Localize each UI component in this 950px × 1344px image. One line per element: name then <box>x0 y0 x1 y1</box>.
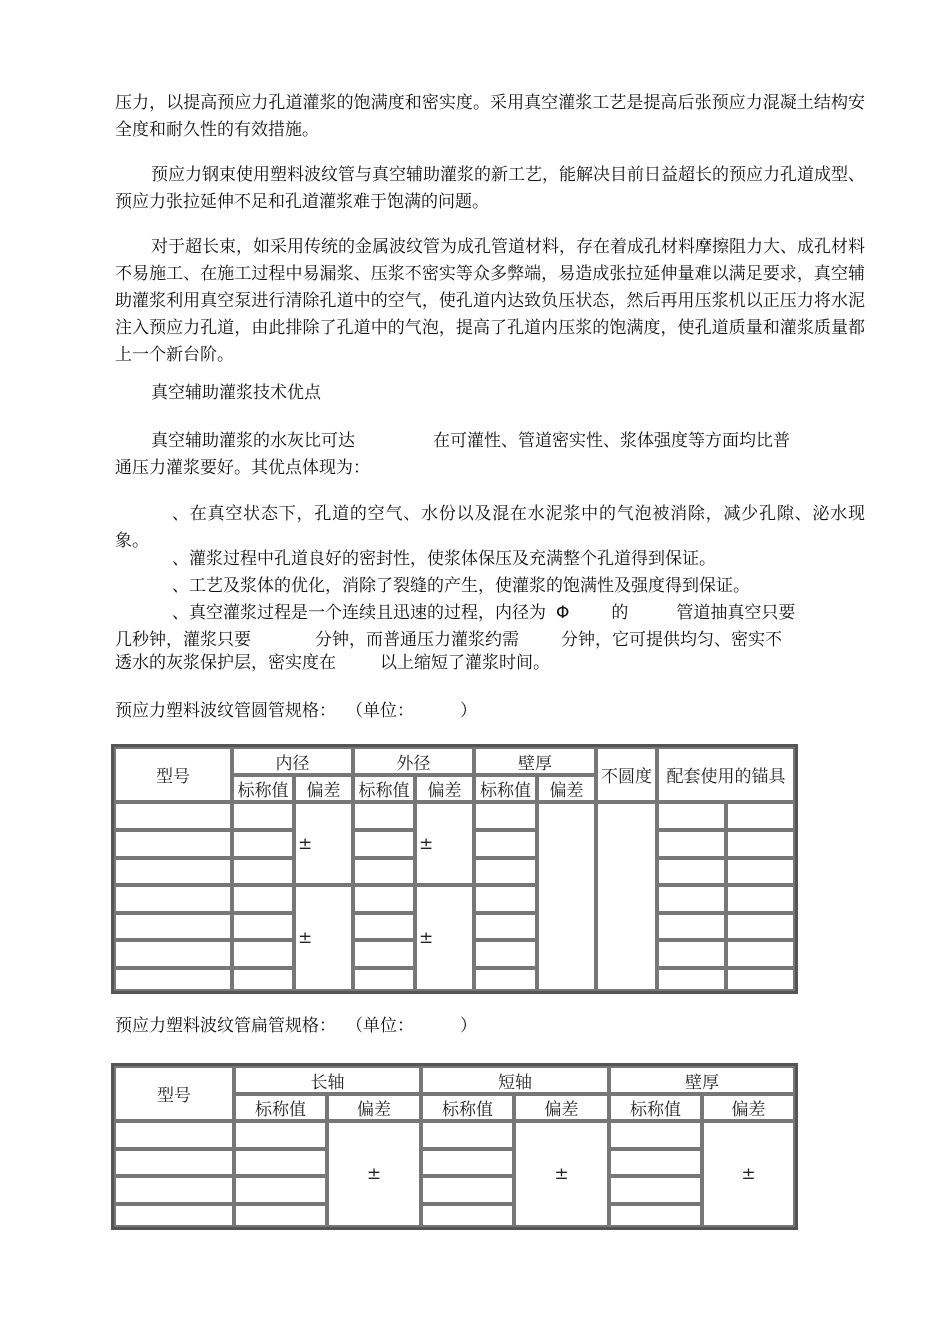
header-nominal: 标称值 <box>474 775 537 802</box>
item-4-text-b: 的 <box>611 603 629 623</box>
table-cell <box>234 1204 327 1227</box>
long-axis-deviation-merged: ± <box>327 1121 421 1227</box>
table-cell <box>353 885 415 913</box>
header-model: 型号 <box>114 747 232 802</box>
advantage-item-4-line-3 <box>115 650 550 677</box>
paragraph-3: 对于超长束，如采用传统的金属波纹管为成孔管道材料，存在着成孔材料摩擦阻力大、成孔材料不易施工、在施工过程中易漏浆、压浆不密实等众多弊端，易造成张拉延伸量难以满足要求，真空辅助灌浆利用真空泵进行清除孔道中的空气，使孔道内达致负压状态，然后再用压浆机以正压力将水泥注入预应力孔道，由此排除了孔道中的气泡，提高了孔道内压浆的饱满度，使孔道质量和灌浆质量都上一个新台阶。 <box>115 237 865 365</box>
table-cell <box>114 940 232 968</box>
table-cell <box>114 1149 234 1176</box>
table-cell <box>657 940 726 968</box>
inner-deviation-merged-1: ± <box>294 802 353 885</box>
table-cell <box>474 940 537 968</box>
table-cell <box>421 1121 514 1149</box>
round-tube-spec-table <box>111 744 798 994</box>
table-cell <box>657 968 726 991</box>
paragraph-2: 预应力钢束使用塑料波纹管与真空辅助灌浆的新工艺，能解决目前日益超长的预应力孔道成型、预应力张拉延伸不足和孔道灌浆难于饱满的问题。 <box>115 165 865 212</box>
header-nominal: 标称值 <box>609 1094 702 1121</box>
table-cell <box>353 802 415 830</box>
table-cell <box>726 913 795 940</box>
table-cell <box>726 858 795 885</box>
table-cell <box>726 802 795 830</box>
header-model: 型号 <box>114 1066 234 1121</box>
table-cell <box>474 913 537 940</box>
table-cell <box>421 1204 514 1227</box>
header-deviation: 偏差 <box>537 775 596 802</box>
table-cell <box>474 968 537 991</box>
table-cell <box>657 830 726 858</box>
table-cell <box>114 1121 234 1149</box>
table-cell <box>726 968 795 991</box>
table-cell <box>232 830 294 858</box>
table-cell <box>474 858 537 885</box>
table-cell <box>114 858 232 885</box>
advantage-item-1: 、在真空状态下，孔道的空气、水份以及混在水泥浆中的气泡被消除，减少孔隙、泌水现象。 <box>115 504 865 551</box>
header-deviation: 偏差 <box>514 1094 609 1121</box>
table-cell <box>114 802 232 830</box>
table-cell <box>353 830 415 858</box>
flat-tube-caption-text: 预应力塑料波纹管扁管规格： <box>115 1016 336 1036</box>
header-deviation: 偏差 <box>327 1094 421 1121</box>
table-cell <box>234 1149 327 1176</box>
table-cell <box>726 830 795 858</box>
table-cell <box>114 968 232 991</box>
item-4-text-a: 、真空灌浆过程是一个连续且迅速的过程，内径为 <box>172 603 546 623</box>
item-4-text-e: 分钟，而普通压力灌浆约需 <box>315 630 519 650</box>
table-cell <box>657 885 726 913</box>
table-cell <box>353 968 415 991</box>
table-cell <box>114 1204 234 1227</box>
table-cell <box>234 1121 327 1149</box>
header-deviation: 偏差 <box>294 775 353 802</box>
outer-deviation-merged-1: ± <box>415 802 474 885</box>
outer-deviation-merged-2: ± <box>415 885 474 991</box>
advantage-text: 在可灌性、管道密实性、浆体强度等方面均比普 <box>433 431 790 451</box>
header-anchorage: 配套使用的锚具 <box>657 747 795 802</box>
phi-symbol: Φ <box>556 603 570 623</box>
item-4-text-c: 管道抽真空只要 <box>676 603 796 623</box>
header-wall-thickness: 壁厚 <box>609 1066 795 1094</box>
round-tube-caption-text: 预应力塑料波纹管圆管规格： <box>115 701 336 721</box>
header-deviation: 偏差 <box>415 775 474 802</box>
table-cell <box>114 1176 234 1204</box>
ratio-text: 真空辅助灌浆的水灰比可达 <box>151 431 355 451</box>
header-inner-diameter: 内径 <box>232 747 353 775</box>
flat-tube-spec-table <box>111 1063 798 1230</box>
item-4-text-d: 几秒钟，灌浆只要 <box>115 630 251 650</box>
round-tube-caption <box>115 698 477 725</box>
roundness-merged <box>596 802 657 991</box>
paragraph-1: 压力，以提高预应力孔道灌浆的饱满度和密实度。采用真空灌浆工艺是提高后张预应力混凝土结构安全度和耐久性的有效措施。 <box>115 93 865 140</box>
table-cell <box>609 1121 702 1149</box>
item-4-text-g: 透水的灰浆保护层，密实度在 <box>115 653 336 673</box>
paragraph-5-line-2: 通压力灌浆要好。其优点体现为： <box>115 458 370 478</box>
table-cell <box>657 858 726 885</box>
table-cell <box>609 1149 702 1176</box>
table-cell <box>232 802 294 830</box>
table-cell <box>232 885 294 913</box>
flat-tube-unit-close: ） <box>460 1016 477 1036</box>
table-cell <box>421 1149 514 1176</box>
advantage-item-2: 、灌浆过程中孔道良好的密封性，使浆体保压及充满整个孔道得到保证。 <box>172 549 716 569</box>
round-tube-unit-open: （单位： <box>346 701 414 721</box>
header-long-axis: 长轴 <box>234 1066 421 1094</box>
short-axis-deviation-merged: ± <box>514 1121 609 1227</box>
advantage-item-4-line-1 <box>172 600 795 627</box>
round-tube-unit-close: ） <box>460 701 477 721</box>
header-outer-diameter: 外径 <box>353 747 474 775</box>
table-cell <box>232 913 294 940</box>
table-cell <box>657 802 726 830</box>
table-cell <box>726 940 795 968</box>
table-cell <box>609 1176 702 1204</box>
table-cell <box>114 885 232 913</box>
table-cell <box>353 940 415 968</box>
section-heading: 真空辅助灌浆技术优点 <box>151 383 321 403</box>
table-cell <box>232 940 294 968</box>
table-cell <box>232 968 294 991</box>
header-nominal: 标称值 <box>421 1094 514 1121</box>
table-cell <box>232 858 294 885</box>
paragraph-5-line-1 <box>151 428 790 455</box>
header-short-axis: 短轴 <box>421 1066 609 1094</box>
table-cell <box>353 858 415 885</box>
table-cell <box>726 885 795 913</box>
inner-deviation-merged-2: ± <box>294 885 353 991</box>
table-cell <box>353 913 415 940</box>
advantage-item-3: 、工艺及浆体的优化，消除了裂缝的产生，使灌浆的饱满性及强度得到保证。 <box>172 576 750 596</box>
table-cell <box>114 913 232 940</box>
flat-tube-caption <box>115 1013 477 1040</box>
header-roundness: 不圆度 <box>596 747 657 802</box>
wall-deviation-merged: ± <box>702 1121 795 1227</box>
item-4-text-f: 分钟，它可提供均匀、密实不 <box>561 630 782 650</box>
header-wall-thickness: 壁厚 <box>474 747 596 775</box>
header-nominal: 标称值 <box>234 1094 327 1121</box>
table-cell <box>474 802 537 830</box>
wall-deviation-merged <box>537 802 596 991</box>
table-cell <box>657 913 726 940</box>
header-nominal: 标称值 <box>232 775 294 802</box>
table-cell <box>234 1176 327 1204</box>
table-cell <box>474 885 537 913</box>
item-4-text-h: 以上缩短了灌浆时间。 <box>380 653 550 673</box>
header-deviation: 偏差 <box>702 1094 795 1121</box>
flat-tube-unit-open: （单位： <box>346 1016 414 1036</box>
table-cell <box>474 830 537 858</box>
table-cell <box>421 1176 514 1204</box>
table-cell <box>114 830 232 858</box>
header-nominal: 标称值 <box>353 775 415 802</box>
table-cell <box>609 1204 702 1227</box>
